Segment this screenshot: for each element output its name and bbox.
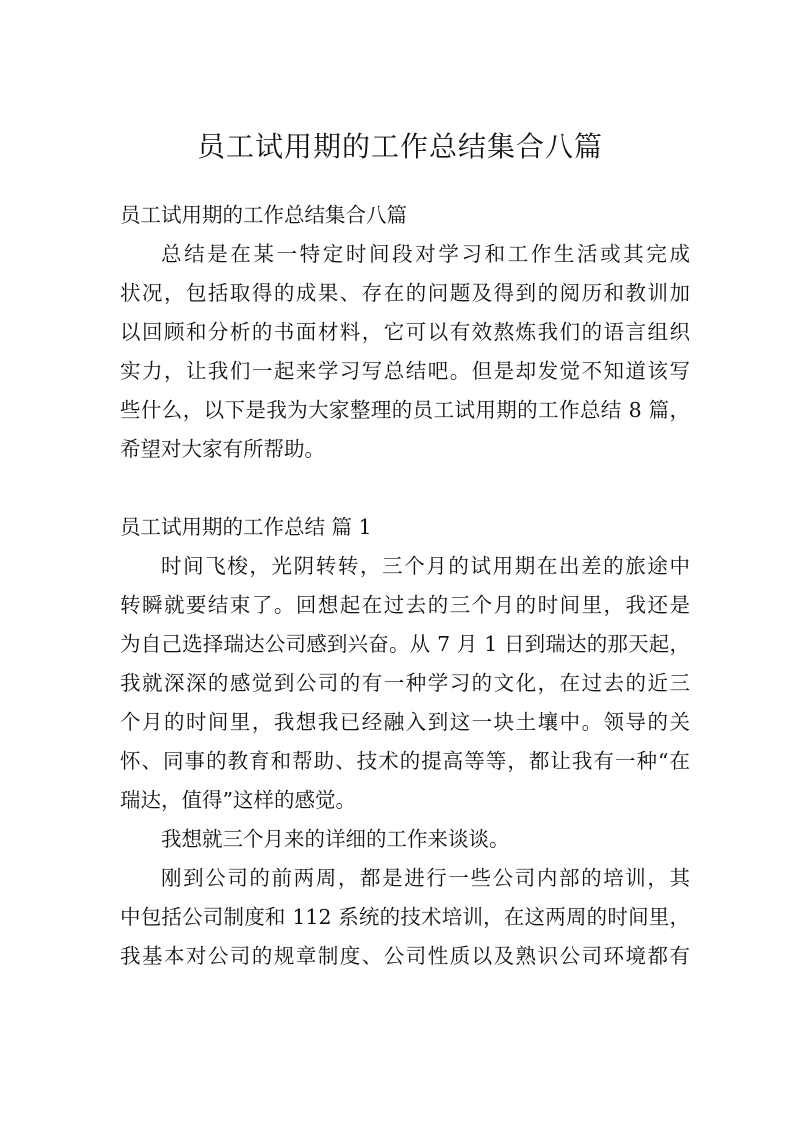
document-subtitle: 员工试用期的工作总结集合八篇	[120, 203, 407, 227]
body-line: 刚到公司的前两周，都是进行一些公司内部的培训，其	[161, 866, 690, 890]
body-line: 怀、同事的教育和帮助、技术的提高等等，都让我有一种“在	[120, 749, 690, 773]
intro-line: 实力，让我们一起来学习写总结吧。但是却发觉不知道该写	[120, 359, 690, 383]
body-line: 我基本对公司的规章制度、公司性质以及熟识公司环境都有	[120, 944, 690, 968]
intro-line: 总结是在某一特定时间段对学习和工作生活或其完成	[161, 242, 690, 266]
intro-line: 以回顾和分析的书面材料，它可以有效熬炼我们的语言组织	[120, 320, 690, 344]
section-heading: 员工试用期的工作总结 篇 1	[120, 515, 372, 539]
paragraph-gap	[120, 469, 690, 508]
document-body	[120, 196, 690, 976]
body-line: 中包括公司制度和 112 系统的技术培训，在这两周的时间里，	[120, 905, 690, 929]
intro-line: 些什么，以下是我为大家整理的员工试用期的工作总结 8 篇，	[120, 398, 690, 422]
body-line: 我想就三个月来的详细的工作来谈谈。	[161, 827, 510, 851]
body-line: 为自己选择瑞达公司感到兴奋。从 7 月 1 日到瑞达的那天起，	[120, 632, 690, 656]
document-title: 员工试用期的工作总结集合八篇	[196, 130, 603, 163]
body-line: 时间飞梭，光阴转转，三个月的试用期在出差的旅途中	[161, 554, 690, 578]
body-line: 转瞬就要结束了。回想起在过去的三个月的时间里，我还是	[120, 593, 690, 617]
body-line: 瑞达，值得”这样的感觉。	[120, 788, 356, 812]
intro-line: 希望对大家有所帮助。	[120, 437, 325, 461]
body-line: 我就深深的感觉到公司的有一种学习的文化，在过去的近三	[120, 671, 690, 695]
intro-line: 状况，包括取得的成果、存在的问题及得到的阅历和教训加	[120, 281, 690, 305]
body-line: 个月的时间里，我想我已经融入到这一块土壤中。领导的关	[120, 710, 690, 734]
